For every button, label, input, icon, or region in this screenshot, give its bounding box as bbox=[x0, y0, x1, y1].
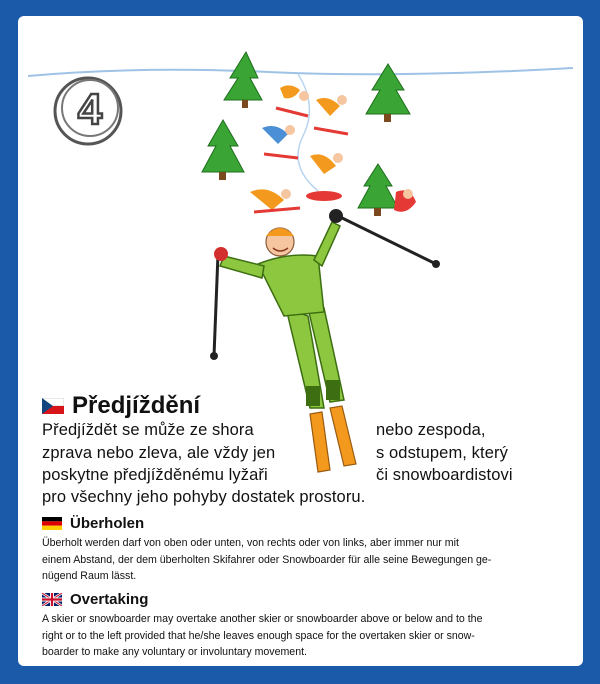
small-skier-icon bbox=[250, 189, 300, 212]
czech-flag-icon bbox=[42, 398, 64, 414]
cz-header bbox=[42, 392, 200, 420]
cz-text-1b: nebo zespoda, bbox=[376, 421, 486, 439]
en-title: Overtaking bbox=[70, 591, 149, 608]
german-flag-icon bbox=[42, 517, 62, 530]
de-text-line-3: nügend Raum lässt. bbox=[42, 570, 137, 582]
cz-text-1a: Předjíždět se může ze shora bbox=[42, 421, 254, 439]
tree-icon bbox=[202, 120, 244, 180]
de-title: Überholen bbox=[70, 515, 145, 532]
small-skier-icon bbox=[306, 153, 343, 201]
en-text-line-3: boarder to make any voluntary or involuntary movement. bbox=[42, 646, 307, 658]
rule-card bbox=[18, 16, 583, 666]
de-text bbox=[42, 535, 491, 585]
cz-text-3a: poskytne předjížděnému lyžaři bbox=[42, 466, 268, 484]
tree-icon bbox=[224, 52, 262, 108]
small-skier-icon bbox=[314, 95, 348, 134]
small-skier-icon bbox=[394, 189, 416, 212]
tree-icon bbox=[358, 164, 398, 216]
cz-text-3b: či snowboardistovi bbox=[376, 466, 513, 484]
uk-flag-icon bbox=[42, 593, 62, 606]
rule-number-badge bbox=[55, 78, 121, 144]
cz-text-2a: zprava nebo zleva, ale vždy jen bbox=[42, 444, 276, 462]
small-skier-icon bbox=[262, 125, 298, 158]
tree-icon bbox=[366, 64, 410, 122]
cz-text-4: pro všechny jeho pohyby dostatek prostoru. bbox=[42, 488, 366, 506]
de-text-line-1: Überholt werden darf von oben oder unten, von rechts oder von links, aber immer nur mit bbox=[42, 537, 459, 549]
en-text-line-2: right or to the left provided that he/she leaves enough space for the overtaken skier or snow- bbox=[42, 629, 475, 642]
en-text bbox=[42, 611, 482, 661]
small-skier-icon bbox=[276, 85, 309, 116]
de-text-line-2: einem Abstand, der dem überholten Skifahrer oder Snowboarder für alle seine Bewegungen ge- bbox=[42, 553, 492, 566]
cz-title: Předjíždění bbox=[72, 392, 201, 419]
en-header bbox=[42, 591, 148, 608]
cz-text-2b: s odstupem, který bbox=[376, 444, 508, 462]
svg-text:4: 4 bbox=[77, 85, 103, 134]
en-text-line-1: A skier or snowboarder may overtake another skier or snowboarder above or below and to the bbox=[42, 613, 483, 625]
de-header bbox=[42, 515, 144, 532]
